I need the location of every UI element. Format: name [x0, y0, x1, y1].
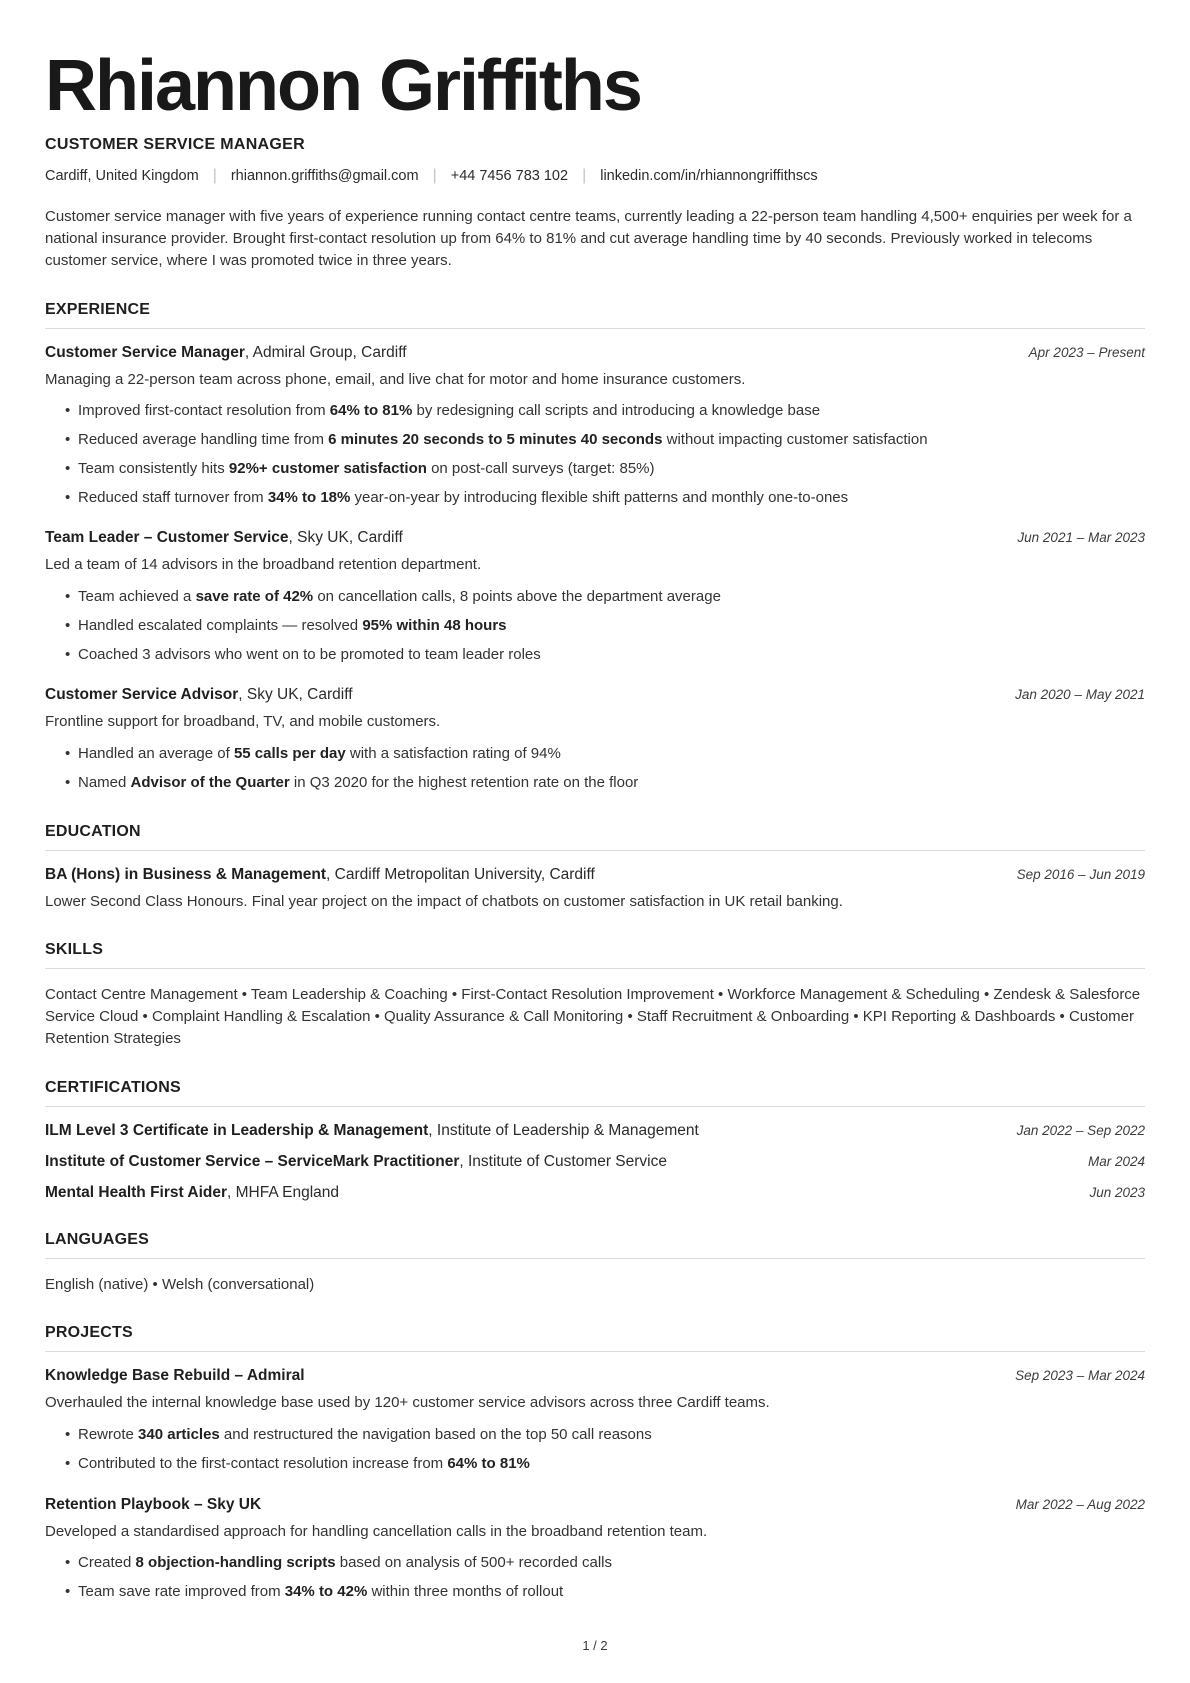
entry-date: Sep 2016 – Jun 2019 — [1016, 866, 1145, 882]
entry-title-line — [45, 1367, 305, 1385]
contact-divider: | — [212, 167, 217, 185]
bullet-item: • Reduced average handling time from 6 minutes 20 seconds to 5 minutes 40 seconds without impacting customer satisfaction — [45, 429, 1145, 451]
entry-head — [45, 866, 1145, 884]
contact-item: rhiannon.griffiths@gmail.com — [230, 168, 419, 185]
entry-head — [45, 344, 1145, 362]
contact-row — [45, 167, 1145, 185]
section-divider — [45, 850, 1145, 851]
section-projects — [45, 1324, 1145, 1603]
resume-entry — [45, 1153, 1145, 1171]
entry-title-line — [45, 1496, 261, 1514]
candidate-role-title: CUSTOMER SERVICE MANAGER — [45, 136, 305, 154]
entry-head — [45, 1153, 1145, 1171]
contact-item: linkedin.com/in/rhiannongriffithscs — [600, 168, 818, 185]
resume-entry — [45, 1122, 1145, 1140]
candidate-name: Rhiannon Griffiths — [45, 46, 641, 126]
summary-paragraph: Customer service manager with five years of experience running contact centre teams, currently leading a 22-person team handling 4,500+ enquiries per week for a national insurance provider. Brought first-contact resolution up from 64% to 81% and cut average handling time by 40 seconds. Previously worked in telecoms customer service, where I was promoted twice in three years. — [45, 208, 1132, 269]
section-heading-languages: LANGUAGES — [45, 1230, 150, 1248]
entry-bullets — [45, 586, 1145, 665]
section-skills — [45, 941, 1145, 1049]
entry-date: Jan 2022 – Sep 2022 — [1016, 1122, 1145, 1138]
resume-entry — [45, 686, 1145, 793]
entry-description: Managing a 22-person team across phone, email, and live chat for motor and home insurance customers. — [45, 370, 746, 388]
entry-bullets — [45, 1424, 1145, 1475]
entry-title: Team Leader – Customer Service — [45, 529, 289, 547]
section-divider — [45, 328, 1145, 329]
section-certifications — [45, 1079, 1145, 1202]
section-experience — [45, 301, 1145, 794]
education-entries — [45, 866, 1145, 913]
entry-title: Knowledge Base Rebuild – Admiral — [45, 1367, 305, 1385]
resume-entry — [45, 1496, 1145, 1603]
entry-date: Mar 2024 — [1087, 1153, 1145, 1169]
entry-subtitle: , Cardiff Metropolitan University, Cardiff — [326, 865, 595, 883]
entry-description: Led a team of 14 advisors in the broadband retention department. — [45, 556, 482, 574]
bullet-item: • Contributed to the first-contact resolution increase from 64% to 81% — [45, 1453, 1145, 1475]
section-heading-projects: PROJECTS — [45, 1324, 133, 1342]
section-heading-education: EDUCATION — [45, 822, 141, 840]
entry-date: Jun 2023 — [1089, 1184, 1145, 1200]
entry-head — [45, 1496, 1145, 1514]
entry-title: Retention Playbook – Sky UK — [45, 1495, 262, 1513]
entry-date: Apr 2023 – Present — [1028, 344, 1145, 360]
entry-date: Jun 2021 – Mar 2023 — [1017, 530, 1145, 546]
entry-title-line — [45, 1153, 667, 1171]
entry-subtitle: , Institute of Leadership & Management — [428, 1121, 699, 1139]
entry-subtitle: , MHFA England — [227, 1183, 340, 1201]
section-heading-experience: EXPERIENCE — [45, 300, 151, 318]
bullet-item: • Named Advisor of the Quarter in Q3 2020 for the highest retention rate on the floor — [45, 772, 1145, 794]
section-heading-skills: SKILLS — [45, 941, 104, 959]
entry-title: Institute of Customer Service – ServiceMark Practitioner — [45, 1152, 460, 1170]
contact-divider: | — [432, 167, 437, 185]
section-heading-certifications: CERTIFICATIONS — [45, 1078, 181, 1096]
entry-subtitle: , Admiral Group, Cardiff — [244, 343, 407, 361]
entry-head — [45, 686, 1145, 704]
bullet-item: • Handled escalated complaints — resolved 95% within 48 hours — [45, 615, 1145, 637]
entry-bullets — [45, 1552, 1145, 1603]
contact-divider: | — [582, 167, 587, 185]
section-divider — [45, 1106, 1145, 1107]
experience-entries — [45, 344, 1145, 794]
entry-subtitle: , Sky UK, Cardiff — [288, 529, 403, 547]
languages-list: English (native) • Welsh (conversational) — [45, 1275, 315, 1293]
section-divider — [45, 1258, 1145, 1259]
bullet-item: • Reduced staff turnover from 34% to 18% year-on-year by introducing flexible shift patterns and monthly one-to-ones — [45, 487, 1145, 509]
entry-description: Lower Second Class Honours. Final year project on the impact of chatbots on customer satisfaction in UK retail banking. — [45, 892, 843, 910]
bullet-item: • Handled an average of 55 calls per day with a satisfaction rating of 94% — [45, 743, 1145, 765]
section-divider — [45, 1351, 1145, 1352]
bullet-item: • Coached 3 advisors who went on to be promoted to team leader roles — [45, 644, 1145, 666]
resume-entry — [45, 529, 1145, 665]
entry-subtitle: , Institute of Customer Service — [459, 1152, 667, 1170]
bullet-item: • Improved first-contact resolution from 64% to 81% by redesigning call scripts and introducing a knowledge base — [45, 400, 1145, 422]
entry-title-line — [45, 1122, 699, 1140]
bullet-item: • Team achieved a save rate of 42% on cancellation calls, 8 points above the department average — [45, 586, 1145, 608]
entry-title: BA (Hons) in Business & Management — [45, 865, 327, 883]
entry-title: Mental Health First Aider — [45, 1183, 228, 1201]
resume-entry — [45, 1184, 1145, 1202]
bullet-item: • Rewrote 340 articles and restructured the navigation based on the top 50 call reasons — [45, 1424, 1145, 1446]
entry-head — [45, 529, 1145, 547]
entry-title-line — [45, 866, 595, 884]
bullet-item: • Team save rate improved from 34% to 42% within three months of rollout — [45, 1581, 1145, 1603]
entry-bullets — [45, 400, 1145, 508]
entry-title-line — [45, 344, 407, 362]
entry-description: Overhauled the internal knowledge base used by 120+ customer service advisors across three Cardiff teams. — [45, 1394, 770, 1412]
bullet-item: • Team consistently hits 92%+ customer satisfaction on post-call surveys (target: 85%) — [45, 458, 1145, 480]
entry-title-line — [45, 686, 353, 704]
entry-bullets — [45, 743, 1145, 794]
entry-head — [45, 1122, 1145, 1140]
contact-item: Cardiff, United Kingdom — [45, 168, 199, 185]
section-education — [45, 823, 1145, 913]
resume-entry — [45, 866, 1145, 913]
entry-description: Developed a standardised approach for handling cancellation calls in the broadband retention team. — [45, 1522, 708, 1540]
resume-entry — [45, 344, 1145, 509]
entry-title: ILM Level 3 Certificate in Leadership & Management — [45, 1121, 429, 1139]
entry-title-line — [45, 1184, 339, 1202]
page-number: 1 / 2 — [582, 1638, 608, 1653]
certification-entries — [45, 1122, 1145, 1202]
contact-item: +44 7456 783 102 — [450, 168, 569, 185]
entry-title: Customer Service Manager — [45, 343, 245, 361]
project-entries — [45, 1367, 1145, 1603]
resume-entry — [45, 1367, 1145, 1474]
entry-title: Customer Service Advisor — [45, 686, 239, 704]
entry-description: Frontline support for broadband, TV, and mobile customers. — [45, 713, 441, 731]
bullet-item: • Created 8 objection-handling scripts based on analysis of 500+ recorded calls — [45, 1552, 1145, 1574]
entry-date: Sep 2023 – Mar 2024 — [1015, 1368, 1145, 1384]
entry-subtitle: , Sky UK, Cardiff — [238, 686, 353, 704]
entry-title-line — [45, 529, 403, 547]
skills-list: Contact Centre Management • Team Leadership & Coaching • First-Contact Resolution Improvement • Workforce Management & Scheduling • Zendesk & Salesforce Service Cloud • Complaint Handling & Escalation • Quality Assurance & Call Monitoring • Staff Recruitment & Onboarding • KPI Reporting & Dashboards • Customer Retention Strategies — [45, 986, 1141, 1047]
section-divider — [45, 968, 1145, 969]
entry-date: Jan 2020 – May 2021 — [1015, 687, 1145, 703]
entry-head — [45, 1184, 1145, 1202]
entry-head — [45, 1367, 1145, 1385]
entry-date: Mar 2022 – Aug 2022 — [1015, 1496, 1145, 1512]
section-languages — [45, 1231, 1145, 1296]
